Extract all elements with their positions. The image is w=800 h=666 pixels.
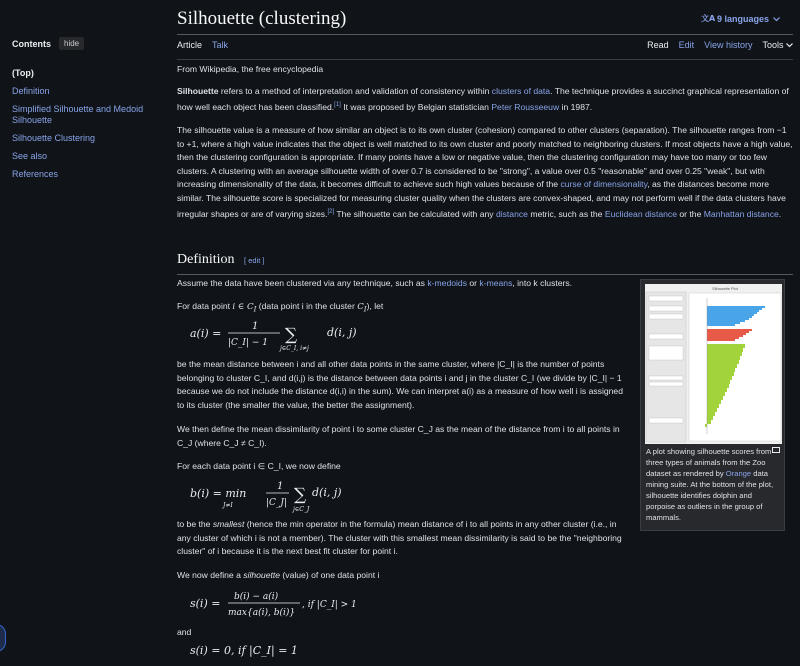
text: ), let — [366, 301, 384, 311]
table-of-contents — [12, 37, 162, 187]
definition-a-explanation: be the mean distance between i and all other data points in the same cluster, where |C_I| is the number of points belonging to cluster C_I, and d(i,j) is the distance between data points i and j in the cluster C_I (we divide by |C_I| − 1 because we do not include the distance d(i,i) in the sum). We can interpret a(i) as a measure of how well i is assigned to its cluster (the smaller the value, the better the assignment). — [177, 359, 623, 410]
title-divider — [177, 34, 793, 35]
eq-s-cond: , if |C_I| > 1 — [302, 600, 357, 610]
chevron-down-icon — [773, 14, 780, 24]
eq-s-num: b(i) − a(i) — [234, 592, 279, 602]
text: It was proposed by Belgian statistician — [340, 101, 492, 112]
link-curse-of-dimensionality[interactable]: curse of dimensionality — [560, 179, 648, 190]
toc-hide-button[interactable]: hide — [59, 37, 84, 50]
text: . The technique provides a succinct graphical representation of how well each object has been classified. — [177, 86, 789, 112]
text: or the — [677, 208, 704, 219]
link-clusters-of-data[interactable]: clusters of data — [491, 86, 551, 96]
text: (value) of one data point i — [280, 570, 380, 580]
tab-talk[interactable]: Talk — [212, 40, 229, 50]
silhouette-plot-screenshot — [645, 284, 782, 444]
link-manhattan-distance[interactable]: Manhattan distance — [703, 208, 779, 219]
toc-item-top[interactable]: (Top) — [12, 68, 34, 78]
figure-caption — [646, 446, 781, 523]
page-tabs — [177, 40, 793, 60]
silhouette-plot-image[interactable] — [645, 284, 782, 444]
text: to be the — [177, 519, 213, 529]
definition-b-intro: For each data point i ∈ C_I, we now define — [177, 461, 341, 471]
term-silhouette: Silhouette — [177, 86, 219, 96]
definition-intro — [177, 277, 627, 291]
link-orange[interactable]: Orange — [725, 469, 752, 478]
text: For data point — [177, 301, 233, 311]
silhouette-figure — [640, 279, 785, 531]
eq-s-lhs: s(i) = — [190, 597, 221, 610]
equation-s-zero — [190, 644, 298, 657]
second-paragraph — [177, 124, 793, 221]
tab-article[interactable]: Article — [177, 40, 203, 50]
intro-paragraph — [177, 85, 793, 114]
text: or — [467, 278, 480, 288]
tools-menu[interactable] — [762, 40, 793, 59]
link-peter-rousseeuw[interactable]: Peter Rousseeuw — [491, 101, 560, 112]
text: Assume the data have been clustered via any technique, such as — [177, 278, 428, 288]
eq-b-lhs: b(i) = min — [190, 487, 247, 500]
eq-s-zero-text: s(i) = 0, if |C_I| = 1 — [190, 644, 298, 657]
equation-a — [190, 318, 380, 355]
emphasis-smallest: smallest — [212, 519, 245, 529]
definition-point-line — [177, 300, 627, 316]
eq-a-sum-sub: j∈C_I, i≠j — [280, 345, 309, 352]
equation-s — [190, 587, 380, 626]
eq-b-rest: d(i, j) — [312, 486, 342, 499]
math-subscript: I — [253, 304, 257, 314]
text: metric, such as the — [527, 208, 605, 219]
eq-a-rest: d(i, j) — [327, 326, 357, 339]
text: in 1987. — [559, 101, 593, 112]
text: (hence the min operator in the formula) mean distance of i to all points in any other cluster (i.e., in any cluster of which i is not a member). The cluster with this smallest mean dissimilarity is said to be the "neighboring cluster" of i because it is the next best fit cluster for point i. — [177, 519, 622, 557]
tab-read[interactable]: Read — [647, 40, 669, 50]
heading-text: Definition — [177, 252, 235, 267]
text: refers to a method of interpretation and validation of consistency within — [218, 86, 492, 96]
link-k-medoids[interactable]: k-medoids — [427, 278, 467, 288]
language-button[interactable] — [701, 13, 780, 25]
link-distance[interactable]: distance — [495, 208, 528, 219]
eq-b-sum-sub: j∈C_J — [293, 506, 310, 513]
edit-section-link[interactable]: [ edit ] — [244, 256, 265, 265]
eq-a-den: |C_I| − 1 — [228, 338, 268, 348]
toc-title: Contents — [12, 38, 51, 49]
math-subscript: I — [363, 304, 367, 314]
toc-item-silhouette-clustering[interactable]: Silhouette Clustering — [12, 133, 96, 143]
toc-item-definition[interactable]: Definition — [12, 86, 50, 96]
text: , as the distances become more similar. The silhouette score is specialized for measuring cluster quality when the clusters are convex-shaped, and may not perform well if the data clusters have irregular shapes or are of varying sizes. — [177, 179, 786, 219]
svg-text:文A: 文A — [701, 14, 716, 23]
definition-mean-dissimilarity: We then define the mean dissimilarity of point i to some cluster C_J as the mean of the distance from i to all points in C_J (where C_J ≠ C_I). — [177, 424, 620, 448]
language-count: 9 languages — [717, 14, 770, 24]
eq-a-sum: ∑ — [285, 325, 298, 345]
definition-b-explanation — [177, 518, 627, 559]
text: A plot showing silhouette scores from three types of animals from the Zoo dataset as rendered by — [646, 447, 772, 478]
text: data mining suite. At the bottom of the plot, silhouette identifies dolphin and porpoise as outliers in the group of mammals. — [646, 469, 774, 522]
text: The silhouette can be calculated with any — [334, 208, 496, 219]
link-k-means[interactable]: k-means — [479, 278, 513, 288]
tab-view-history[interactable]: View history — [704, 40, 753, 50]
definition-silhouette-intro — [177, 569, 627, 583]
toc-item-simplified-silhouette[interactable]: Simplified Silhouette and Medoid Silhouette — [12, 104, 144, 125]
section-heading-definition — [177, 252, 793, 275]
math-inline: i ∈ C — [232, 302, 254, 312]
text: (data point i in the cluster — [256, 301, 358, 311]
eq-b-min-sub: J≠I — [223, 502, 233, 509]
floating-circle-button[interactable] — [0, 624, 6, 652]
definition-and: and — [177, 627, 192, 637]
equation-b — [190, 478, 360, 519]
eq-b-den: |C_J| — [266, 498, 288, 508]
citation-1[interactable]: [1] — [334, 101, 341, 108]
text: , into k clusters. — [512, 278, 573, 288]
eq-b-num: 1 — [277, 481, 284, 492]
eq-a-lhs: a(i) = — [190, 327, 222, 340]
page-title: Silhouette (clustering) — [177, 8, 347, 29]
toc-item-see-also[interactable]: See also — [12, 151, 48, 161]
eq-s-den: max{a(i), b(i)} — [228, 608, 296, 618]
tools-label: Tools — [762, 40, 784, 50]
emphasis-silhouette: silhouette — [243, 570, 281, 580]
math-inline: C — [357, 302, 364, 312]
toc-item-references[interactable]: References — [12, 169, 59, 179]
text: We now define a — [177, 570, 244, 580]
text: The silhouette value is a measure of how similar an object is to its own cluster (cohesion) compared to other clusters (separation). The silhouette ranges from −1 to +1, where a high value indicates that the object is well matched to its own cluster and poorly matched to neighboring clusters. If most objects have a high value, then the clustering configuration is appropriate. If many points have a low or negative value, then the clustering configuration may have too many or too few clusters. A clustering with an average silhouette width of over 0.7 is considered to be "strong", a value over 0.5 "reasonable" and over 0.25 "weak", but with increasing dimensionality of the data, it becomes difficult to achieve such high values because of the — [177, 125, 793, 190]
tab-edit[interactable]: Edit — [678, 40, 695, 50]
citation-2[interactable]: [2] — [327, 208, 335, 215]
chevron-down-icon — [786, 43, 793, 48]
eq-b-sum: ∑ — [294, 485, 307, 505]
text: . — [778, 208, 782, 219]
link-euclidean-distance[interactable]: Euclidean distance — [604, 208, 677, 219]
from-wikipedia: From Wikipedia, the free encyclopedia — [177, 64, 324, 74]
plot-window-title: Silhouette Plot — [712, 286, 738, 291]
eq-a-num: 1 — [252, 321, 259, 332]
translate-icon — [701, 13, 716, 25]
